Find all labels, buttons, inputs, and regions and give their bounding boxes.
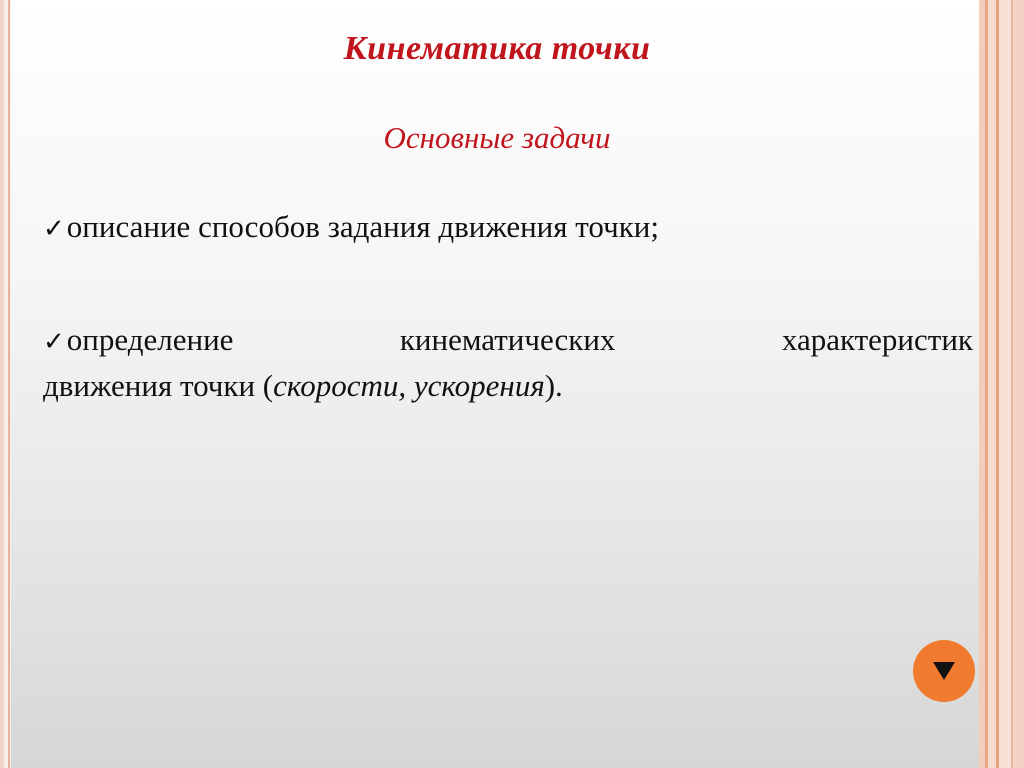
slide-subtitle: Основные задачи (383, 120, 611, 155)
bullet-2-word-1: ✓определение (43, 322, 234, 357)
bullet-2-line-2-italic: скорости, ускорения (273, 368, 545, 403)
bullet-2-word-2: кинематических (399, 322, 616, 357)
slide-title: Кинематика точки (343, 30, 651, 67)
down-triangle-icon (931, 659, 957, 683)
bullet-item-1 (43, 205, 973, 251)
right-border-strip (1013, 0, 1024, 768)
left-border-line (8, 0, 10, 768)
right-border-strip (999, 0, 1011, 768)
check-icon: ✓ (43, 214, 65, 244)
bullet-2-line-1 (43, 318, 973, 364)
bullet-2-word-3: характеристик (781, 322, 973, 357)
check-icon: ✓ (43, 327, 65, 357)
bullet-2-line-2-suffix: ). (544, 368, 563, 403)
left-border (0, 0, 4, 768)
bullet-item-2 (43, 318, 973, 408)
right-border-strip (988, 0, 996, 768)
next-slide-button[interactable] (913, 640, 975, 702)
bullet-text-1: описание способов задания движения точки; (66, 209, 659, 244)
bullet-2-line-2-prefix: движения точки ( (43, 368, 274, 403)
bullet-2-line-2 (43, 364, 973, 408)
